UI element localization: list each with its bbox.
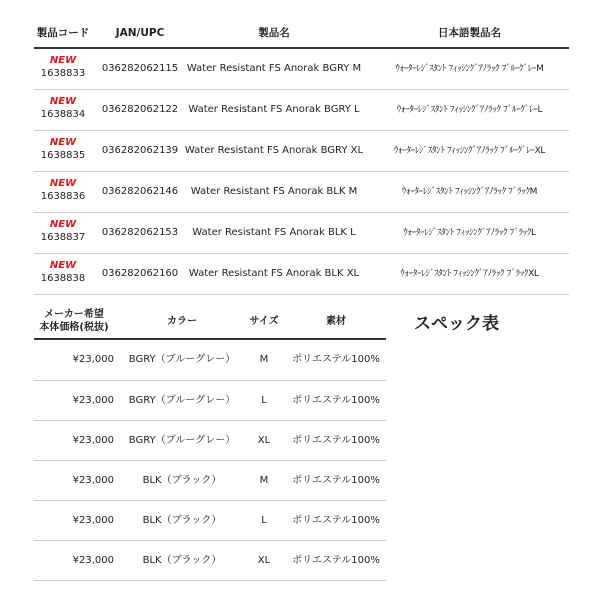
row-divider [34,294,569,295]
material: ポリエステル100% [292,555,380,566]
japanese-product-name: ｳｫｰﾀｰﾚｼﾞｽﾀﾝﾄ ﾌｨｯｼﾝｸﾞｱﾉﾗｯｸ ﾌﾞﾙｰｸﾞﾚｰM [395,64,544,74]
japanese-product-name: ｳｫｰﾀｰﾚｼﾞｽﾀﾝﾄ ﾌｨｯｼﾝｸﾞｱﾉﾗｯｸ ﾌﾞﾗｯｸL [403,228,536,238]
jan-code: 036282062146 [101,186,179,197]
jan-code: 036282062160 [101,268,179,279]
header-price-line2: 本体価格(税抜) [39,322,109,333]
product-code-cell [34,90,92,121]
table-row [34,461,386,501]
table-row [34,213,569,253]
new-badge: NEW [49,178,77,189]
price: ¥23,000 [72,354,114,365]
table-row [34,501,386,541]
product-name: Water Resistant FS Anorak BLK XL [188,268,360,279]
table-row [34,254,569,294]
price: ¥23,000 [72,555,114,566]
price: ¥23,000 [72,475,114,486]
table-row [34,340,386,380]
color: BGRY（ブルーグレー） [128,354,236,365]
jan-code: 036282062139 [101,145,179,156]
size: XL [257,435,271,446]
jan-code: 036282062122 [101,104,179,115]
new-badge: NEW [49,260,77,271]
header-product-name: 製品名 [258,27,290,39]
material: ポリエステル100% [292,435,380,446]
new-badge: NEW [49,219,77,230]
price: ¥23,000 [72,395,114,406]
product-code: 1638837 [40,232,86,243]
product-code-cell [34,172,92,203]
price: ¥23,000 [72,435,114,446]
size: M [259,475,269,486]
product-code: 1638835 [40,150,86,161]
product-name: Water Resistant FS Anorak BLK L [192,227,356,238]
table-row [34,541,386,581]
material: ポリエステル100% [292,515,380,526]
jan-code: 036282062153 [101,227,179,238]
material: ポリエステル100% [292,475,380,486]
size: M [259,354,269,365]
material: ポリエステル100% [292,395,380,406]
product-code-cell [34,49,92,80]
header-price [34,308,114,334]
table-row [34,421,386,461]
product-name: Water Resistant FS Anorak BGRY XL [184,145,364,156]
color: BGRY（ブルーグレー） [128,435,236,446]
material: ポリエステル100% [292,354,380,365]
price: ¥23,000 [72,515,114,526]
size: L [261,395,267,406]
product-code: 1638838 [40,273,86,284]
product-code: 1638834 [40,109,86,120]
table-row [34,90,569,130]
color: BLK（ブラック） [142,475,222,486]
color: BLK（ブラック） [142,555,222,566]
row-divider [34,580,386,581]
header-japanese-name: 日本語製品名 [438,27,501,39]
header-size: サイズ [249,316,279,327]
header-material: 素材 [326,316,346,327]
product-name: Water Resistant FS Anorak BGRY L [188,104,360,115]
product-code-cell [34,131,92,162]
product-name: Water Resistant FS Anorak BGRY M [186,63,362,74]
new-badge: NEW [49,55,77,66]
table-row [34,49,569,89]
table-row [34,131,569,171]
japanese-product-name: ｳｫｰﾀｰﾚｼﾞｽﾀﾝﾄ ﾌｨｯｼﾝｸﾞｱﾉﾗｯｸ ﾌﾞﾗｯｸXL [400,269,539,279]
product-code: 1638833 [40,68,86,79]
product-name: Water Resistant FS Anorak BLK M [190,186,358,197]
header-color: カラー [167,316,197,327]
table-row [34,172,569,212]
jan-code: 036282062115 [101,63,179,74]
table-row [34,381,386,421]
new-badge: NEW [49,96,77,107]
product-code: 1638836 [40,191,86,202]
japanese-product-name: ｳｫｰﾀｰﾚｼﾞｽﾀﾝﾄ ﾌｨｯｼﾝｸﾞｱﾉﾗｯｸ ﾌﾞﾙｰｸﾞﾚｰL [396,105,543,115]
header-product-code: 製品コード [36,27,90,39]
color: BLK（ブラック） [142,515,222,526]
japanese-product-name: ｳｫｰﾀｰﾚｼﾞｽﾀﾝﾄ ﾌｨｯｼﾝｸﾞｱﾉﾗｯｸ ﾌﾞﾗｯｸM [401,187,538,197]
new-badge: NEW [49,137,77,148]
japanese-product-name: ｳｫｰﾀｰﾚｼﾞｽﾀﾝﾄ ﾌｨｯｼﾝｸﾞｱﾉﾗｯｸ ﾌﾞﾙｰｸﾞﾚｰXL [393,146,546,156]
size: L [261,515,267,526]
header-price-line1: メーカー希望 [44,309,104,320]
header-jan-upc: JAN/UPC [115,27,165,39]
product-code-cell [34,254,92,285]
spec-table-title: スペック表 [414,314,499,334]
product-code-cell [34,213,92,244]
color: BGRY（ブルーグレー） [128,395,236,406]
size: XL [257,555,271,566]
